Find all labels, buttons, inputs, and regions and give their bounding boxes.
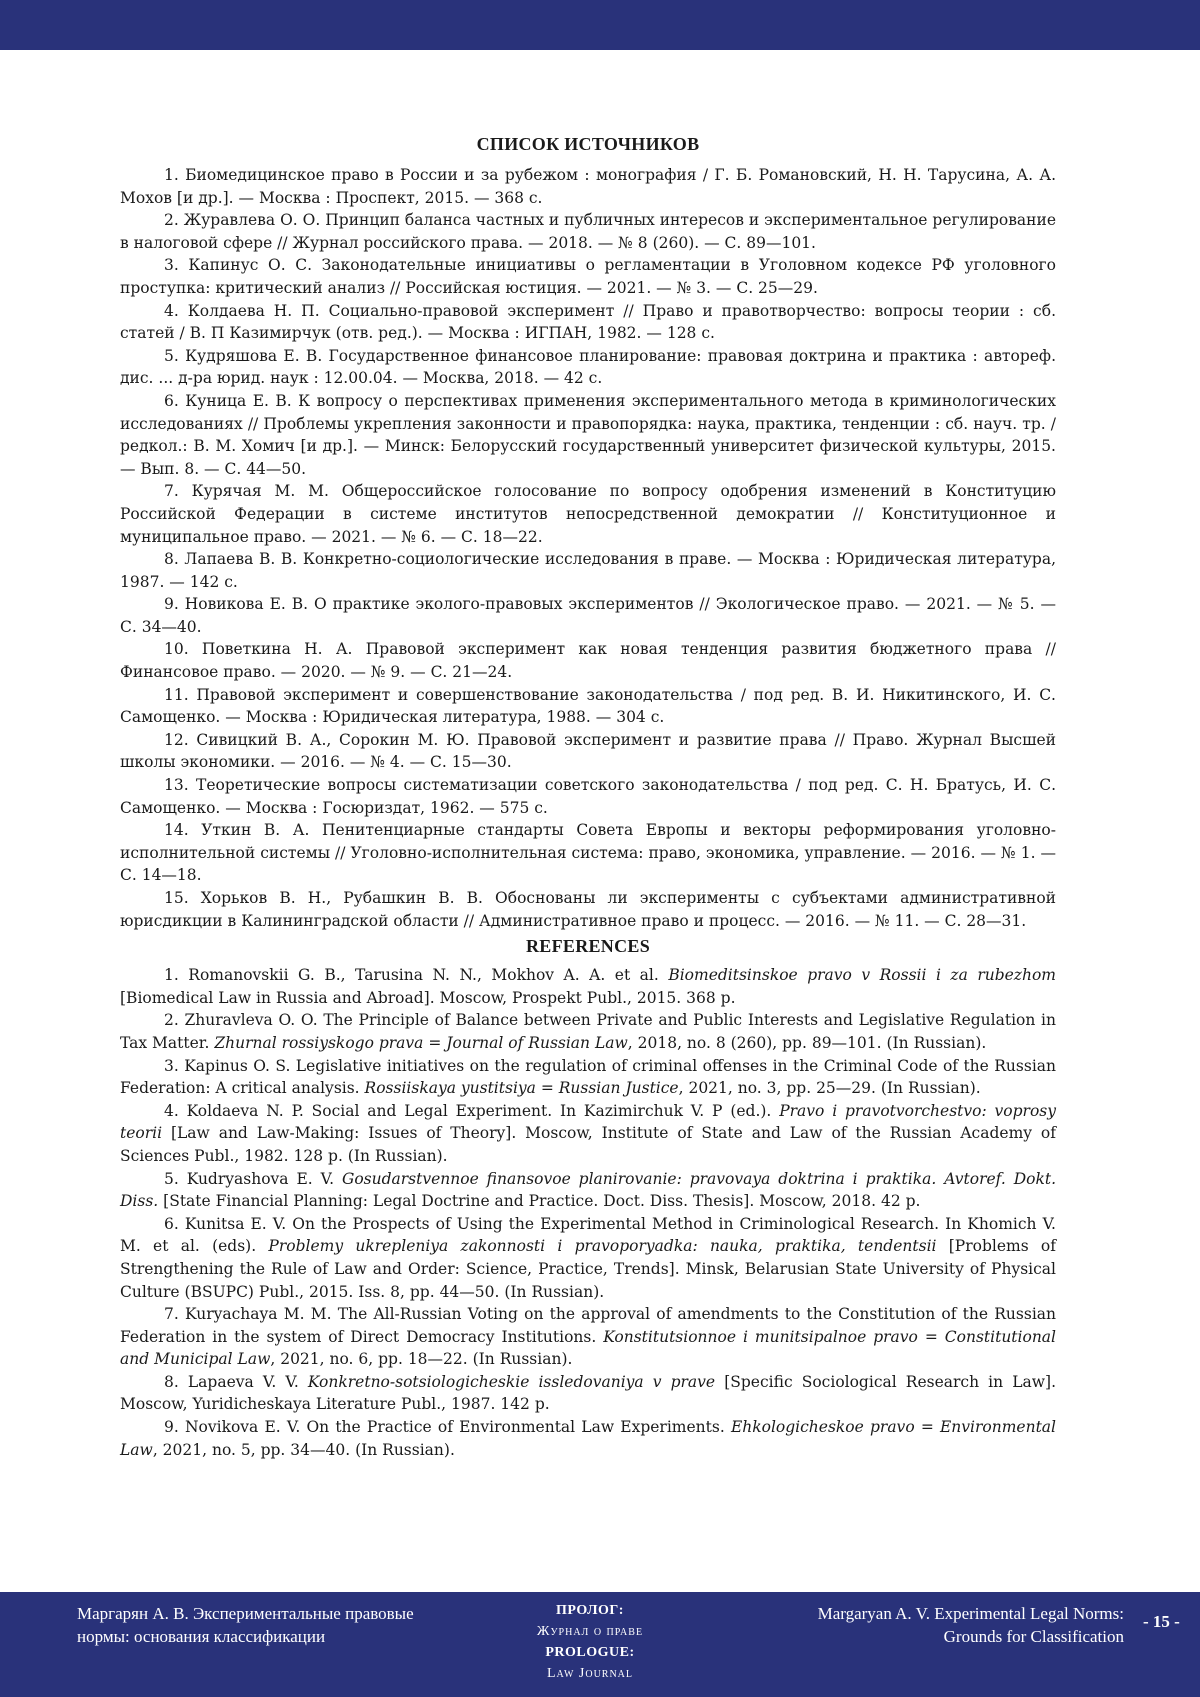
footer-journal-name-ru: ПРОЛОГ:: [556, 1603, 624, 1618]
reference-text: [Problems of Strengthening the Rule of Law and Order: Science, Practice, Trends]. Minsk, Belarusian State University of Physical Culture (BSUPC) Publ., 2015. Iss. 8, pp. 44—50. (In Russian).: [120, 1237, 1056, 1301]
footer-journal: [500, 1600, 680, 1684]
footer-band: [0, 1592, 1200, 1697]
reference-entry: [120, 964, 1056, 1009]
sources-heading: СПИСОК ИСТОЧНИКОВ: [476, 134, 700, 154]
references-heading: REFERENCES: [525, 936, 651, 957]
reference-entry: [120, 1371, 1056, 1416]
sources-list: [120, 164, 1056, 932]
source-entry: 13. Теоретические вопросы систематизации советского законодательства / под ред. С. Н. Братусь, И. С. Самощенко. — Москва : Госюриздат, 1962. — 575 с.: [120, 776, 1056, 817]
reference-italic-title: Zhurnal rossiyskogo prava = Journal of Russian Law: [214, 1033, 628, 1052]
reference-text: 8. Lapaeva V. V.: [164, 1372, 308, 1391]
reference-entry: [120, 1303, 1056, 1371]
reference-italic-title: Rossiiskaya yustitsiya = Russian Justice: [364, 1079, 679, 1098]
reference-text: , 2021, no. 6, pp. 18—22. (In Russian).: [270, 1350, 573, 1369]
source-entry: 14. Уткин В. А. Пенитенциарные стандарты Совета Европы и векторы реформирования уголовно-исполнительной системы // Уголовно-исполнительная система: право, экономика, управление. — 2016. — № 1. — С. 14—18.: [120, 821, 1056, 885]
source-entry: 6. Куница Е. В. К вопросу о перспективах применения экспериментального метода в криминологических исследованиях // Проблемы укрепления законности и правопорядка: наука, практика, тенденции : сб. науч. тр. / редкол.: В. М. Хомич [и др.]. — Минск: Белорусский государственный университет физической культуры, 2015. — Вып. 8. — С. 44—50.: [120, 391, 1056, 478]
reference-text: 1. Romanovskii G. B., Tarusina N. N., Mokhov A. A. et al.: [164, 966, 669, 985]
source-entry: 10. Поветкина Н. А. Правовой эксперимент как новая тенденция развития бюджетного права // Финансовое право. — 2020. — № 9. — С. 21—24.: [120, 640, 1056, 682]
footer-journal-name-en: PROLOGUE:: [545, 1645, 635, 1660]
source-entry: 3. Капинус О. С. Законодательные инициативы о регламентации в Уголовном кодексе РФ уголовного проступка: критический анализ // Российская юстиция. — 2021. — № 3. — С. 25—29.: [120, 256, 1056, 297]
reference-text: [Law and Law-Making: Issues of Theory]. Moscow, Institute of State and Law of the Russian Academy of Sciences Publ., 1982. 128 p. (In Russian).: [120, 1124, 1056, 1165]
footer-article-en-line: Grounds for Classification: [943, 1627, 1124, 1646]
reference-text: 4. Koldaeva N. P. Social and Legal Experiment. In Kazimirchuk V. P (ed.).: [164, 1101, 780, 1120]
source-entry: 4. Колдаева Н. П. Социально-правовой эксперимент // Право и правотворчество: вопросы теории : сб. статей / В. П Казимирчук (отв. ред.). — Москва : ИГПАН, 1982. — 128 с.: [120, 301, 1056, 343]
reference-entry: [120, 1009, 1056, 1054]
source-entry: 15. Хорьков В. Н., Рубашкин В. В. Обоснованы ли эксперименты с субъектами административной юрисдикции в Калининградской области // Административное право и процесс. — 2016. — № 11. — С. 28—31.: [120, 889, 1056, 930]
reference-text: 9. Novikova E. V. On the Practice of Environmental Law Experiments.: [164, 1418, 731, 1437]
source-entry: 5. Кудряшова Е. В. Государственное финансовое планирование: правовая доктрина и практика : автореф. дис. ... д-ра юрид. наук : 12.00.04. — Москва, 2018. — 42 с.: [120, 346, 1056, 388]
reference-italic-title: Konkretno-sotsiologicheskie issledovaniya v prave: [307, 1372, 716, 1391]
source-entry: 2. Журавлева О. О. Принцип баланса частных и публичных интересов и экспериментальное регулирование в налоговой сфере // Журнал российского права. — 2018. — № 8 (260). — С. 89—101.: [120, 211, 1056, 252]
source-entry: 11. Правовой эксперимент и совершенствование законодательства / под ред. В. И. Никитинского, И. С. Самощенко. — Москва : Юридическая литература, 1988. — 304 с.: [120, 685, 1056, 727]
reference-text: , 2018, no. 8 (260), pp. 89—101. (In Russian).: [627, 1033, 987, 1052]
reference-italic-title: Konstitutsionnoe i munitsipalnoe pravo = Constitutional and Municipal Law: [120, 1327, 1056, 1369]
reference-entry: [120, 1100, 1056, 1168]
reference-text: [Biomedical Law in Russia and Abroad]. Moscow, Prospekt Publ., 2015. 368 p.: [120, 988, 736, 1007]
reference-entry: [120, 1416, 1056, 1461]
reference-italic-title: Gosudarstvennoe finansovoe planirovanie: pravovaya doktrina i praktika. Avtoref. Dokt. Diss.: [120, 1169, 1056, 1211]
reference-text: 2. Zhuravleva O. O. The Principle of Balance between Private and Public Interests and Legislative Regulation in Tax Matter.: [120, 1011, 1056, 1052]
footer-article-en-line: Margaryan A. V. Experimental Legal Norms:: [817, 1604, 1124, 1623]
footer-article-en: [740, 1602, 1124, 1648]
reference-text: [Specific Sociological Research in Law]. Moscow, Yuridicheskaya Literature Publ., 1987. 142 p.: [120, 1372, 1056, 1414]
footer-article-ru: [77, 1602, 477, 1648]
footer-article-ru-line: нормы: основания классификации: [77, 1627, 326, 1646]
footer-journal-subtitle-ru: Журнал о праве: [536, 1624, 644, 1639]
reference-entry: [120, 1055, 1056, 1100]
reference-italic-title: Pravo i pravotvorchestvo: voprosy teorii: [120, 1101, 1057, 1143]
source-entry: 8. Лапаева В. В. Конкретно-социологические исследования в праве. — Москва : Юридическая литература, 1987. — 142 с.: [120, 550, 1056, 591]
footer-article-ru-line: Маргарян А. В. Экспериментальные правовые: [77, 1604, 414, 1623]
reference-text: 3. Kapinus O. S. Legislative initiatives on the regulation of criminal offenses in the Criminal Code of the Russian Federation: A critical analysis.: [120, 1056, 1056, 1098]
reference-italic-title: Ehkologicheskoe pravo = Environmental Law: [120, 1418, 1056, 1459]
reference-text: , 2021, no. 3, pp. 25—29. (In Russian).: [678, 1079, 981, 1098]
page-number: - 15 -: [1143, 1612, 1180, 1631]
top-banner: [0, 0, 1200, 50]
reference-entry: [120, 1168, 1056, 1213]
reference-text: , 2021, no. 5, pp. 34—40. (In Russian).: [152, 1440, 455, 1459]
reference-italic-title: Problemy ukrepleniya zakonnosti i pravoporyadka: nauka, praktika, tendentsii: [268, 1237, 937, 1256]
source-entry: 7. Курячая М. М. Общероссийское голосование по вопросу одобрения изменений в Конституцию Российской Федерации в системе институтов непосредственной демократии // Конституционное и муниципальное право. — 2021. — № 6. — С. 18—22.: [120, 482, 1056, 546]
reference-entry: [120, 1213, 1056, 1303]
reference-text: [State Financial Planning: Legal Doctrine and Practice. Doct. Diss. Thesis]. Moscow, 2018. 42 p.: [158, 1192, 921, 1211]
reference-italic-title: Biomeditsinskoe pravo v Rossii i za rubezhom: [668, 966, 1056, 985]
reference-text: 6. Kunitsa E. V. On the Prospects of Using the Experimental Method in Criminological Research. In Khomich V. M. et al. (eds).: [120, 1214, 1056, 1256]
reference-text: 5. Kudryashova E. V.: [164, 1169, 342, 1188]
source-entry: 12. Сивицкий В. А., Сорокин М. Ю. Правовой эксперимент и развитие права // Право. Журнал Высшей школы экономики. — 2016. — № 4. — С. 15—30.: [120, 730, 1056, 772]
source-entry: 1. Биомедицинское право в России и за рубежом : монография / Г. Б. Романовский, Н. Н. Тарусина, А. А. Мохов [и др.]. — Москва : Проспект, 2015. — 368 с.: [120, 166, 1056, 207]
bibliography: [120, 132, 1056, 1461]
footer-journal-subtitle-en: Law Journal: [546, 1666, 634, 1681]
source-entry: 9. Новикова Е. В. О практике эколого-правовых экспериментов // Экологическое право. — 2021. — № 5. — С. 34—40.: [120, 595, 1056, 636]
reference-text: 7. Kuryachaya M. M. The All-Russian Voting on the approval of amendments to the Constitution of the Russian Federation in the system of Direct Democracy Institutions.: [120, 1305, 1056, 1346]
references-list: [120, 964, 1056, 1461]
